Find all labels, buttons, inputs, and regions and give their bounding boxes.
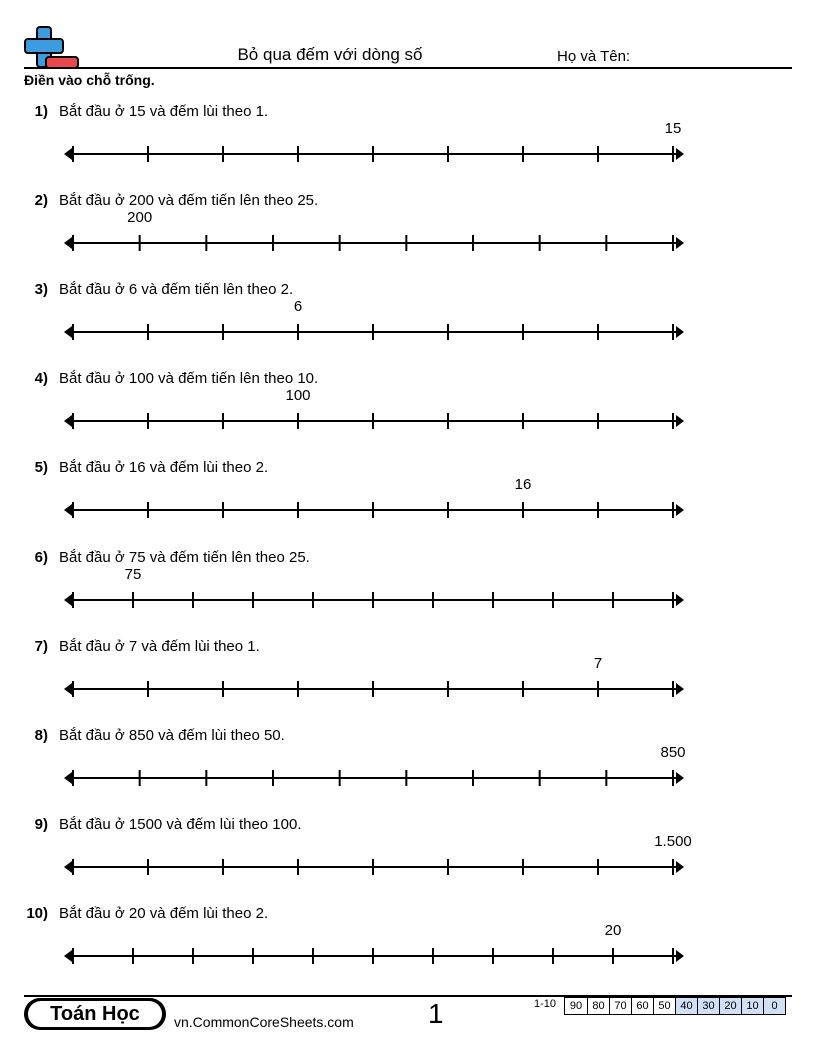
number-line (0, 192, 816, 281)
problem-item (0, 459, 816, 548)
given-value-label: 6 (293, 298, 303, 315)
problem-text: Bắt đầu ở 20 và đếm lùi theo 2. (59, 905, 269, 922)
brand-badge (24, 998, 166, 1030)
left-arrow-icon (64, 772, 72, 784)
number-line (0, 459, 816, 548)
score-key-cell: 40 (675, 998, 697, 1014)
left-arrow-icon (64, 950, 72, 962)
instructions: Điền vào chỗ trống. (24, 72, 155, 88)
problem-item (0, 281, 816, 370)
problem-number: 5) (34, 459, 48, 476)
number-line (0, 103, 816, 192)
given-value-label: 850 (660, 744, 686, 761)
problem-item (0, 727, 816, 816)
problem-item (0, 103, 816, 192)
problem-text: Bắt đầu ở 6 và đếm tiến lên theo 2. (59, 281, 294, 298)
problem-item (0, 816, 816, 905)
problem-number: 2) (34, 192, 48, 209)
problem-item (0, 192, 816, 281)
left-arrow-icon (64, 861, 72, 873)
given-value-label: 7 (593, 655, 603, 672)
problem-text: Bắt đầu ở 75 và đếm tiến lên theo 25. (59, 549, 310, 566)
score-key-cell: 20 (719, 998, 741, 1014)
left-arrow-icon (64, 594, 72, 606)
left-arrow-icon (64, 504, 72, 516)
score-key-cell: 0 (763, 998, 785, 1014)
right-arrow-icon (676, 772, 684, 784)
site-url: vn.CommonCoreSheets.com (174, 1014, 354, 1030)
problem-number: 1) (34, 103, 48, 120)
given-value-label: 75 (124, 566, 142, 583)
problem-number: 8) (34, 727, 48, 744)
problem-text: Bắt đầu ở 100 và đếm tiến lên theo 10. (59, 370, 319, 387)
problem-text: Bắt đầu ở 200 và đếm tiến lên theo 25. (59, 192, 319, 209)
right-arrow-icon (676, 326, 684, 338)
left-arrow-icon (64, 237, 72, 249)
header-divider (24, 67, 792, 69)
given-value-label: 16 (514, 476, 532, 493)
right-arrow-icon (676, 504, 684, 516)
problem-number: 7) (34, 638, 48, 655)
problem-text: Bắt đầu ở 16 và đếm lùi theo 2. (59, 459, 269, 476)
score-key-cell: 80 (587, 998, 609, 1014)
brand-label: Toán Học (28, 1001, 162, 1027)
problem-text: Bắt đầu ở 7 và đếm lùi theo 1. (59, 638, 260, 655)
right-arrow-icon (676, 861, 684, 873)
right-arrow-icon (676, 148, 684, 160)
score-key-cell: 70 (609, 998, 631, 1014)
problem-item (0, 638, 816, 727)
given-value-label: 100 (285, 387, 311, 404)
given-value-label: 15 (664, 120, 682, 137)
score-key-label: 1-10 (534, 998, 557, 1010)
number-line (0, 727, 816, 816)
right-arrow-icon (676, 683, 684, 695)
worksheet-title: Bỏ qua đếm với dòng số (237, 45, 423, 64)
number-line (0, 816, 816, 905)
number-line (0, 281, 816, 370)
score-key-cell: 60 (631, 998, 653, 1014)
problem-item (0, 549, 816, 638)
problem-number: 6) (34, 549, 48, 566)
problem-text: Bắt đầu ở 850 và đếm lùi theo 50. (59, 727, 285, 744)
number-line (0, 905, 816, 994)
right-arrow-icon (676, 415, 684, 427)
score-key-cell: 90 (569, 1000, 583, 1012)
problem-text: Bắt đầu ở 15 và đếm lùi theo 1. (59, 103, 269, 120)
right-arrow-icon (676, 950, 684, 962)
left-arrow-icon (64, 415, 72, 427)
right-arrow-icon (676, 237, 684, 249)
problem-number: 9) (34, 816, 48, 833)
number-line (0, 549, 816, 638)
left-arrow-icon (64, 683, 72, 695)
number-line (0, 638, 816, 727)
score-key (564, 997, 786, 1015)
problem-number: 3) (34, 281, 48, 298)
problem-number: 10) (26, 905, 48, 922)
score-key-cell: 50 (653, 998, 675, 1014)
left-arrow-icon (64, 148, 72, 160)
given-value-label: 1.500 (654, 833, 692, 850)
page-number: 1 (428, 998, 444, 1029)
score-key-cell: 10 (741, 998, 763, 1014)
problem-item (0, 905, 816, 994)
problem-number: 4) (34, 370, 48, 387)
right-arrow-icon (676, 594, 684, 606)
score-key-cell: 30 (697, 998, 719, 1014)
given-value-label: 200 (127, 209, 153, 226)
problem-item (0, 370, 816, 459)
left-arrow-icon (64, 326, 72, 338)
name-label: Họ và Tên: (557, 48, 631, 65)
problem-text: Bắt đầu ở 1500 và đếm lùi theo 100. (59, 816, 302, 833)
given-value-label: 20 (604, 922, 622, 939)
number-line (0, 370, 816, 459)
